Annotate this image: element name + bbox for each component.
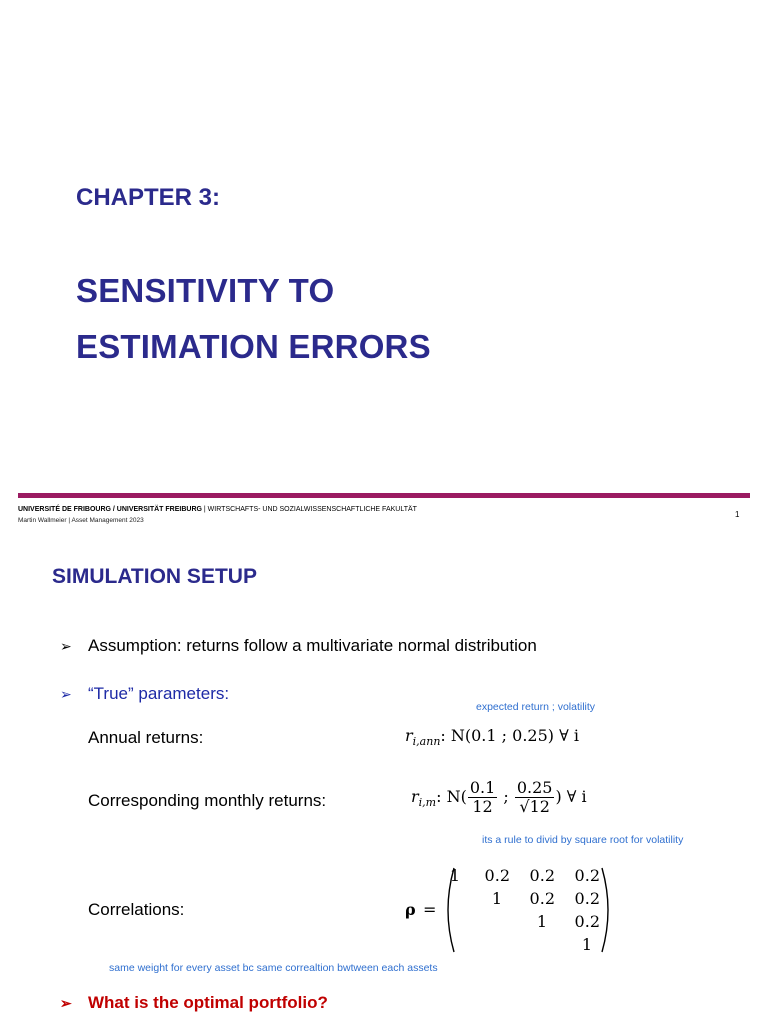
fraction-vol-numerator: 0.25 [516, 778, 553, 797]
matrix-cell: 0.2 [529, 889, 555, 908]
fraction-mean-denominator: 12 [472, 797, 493, 816]
correlations-label: Correlations: [88, 900, 185, 919]
matrix-cell: 1 [581, 935, 592, 954]
right-paren [602, 868, 608, 952]
matrix-cell: 1 [491, 889, 502, 908]
annual-returns-label: Annual returns: [88, 728, 204, 747]
rho-symbol: ρ [405, 900, 416, 919]
monthly-returns-formula [411, 779, 587, 816]
monthly-prefix: : N( [436, 787, 467, 806]
chapter-title-line1: SENSITIVITY TO [76, 272, 335, 309]
matrix-cell: 0.2 [484, 866, 510, 885]
chapter-title-line2: ESTIMATION ERRORS [76, 328, 431, 365]
annual-returns-formula [405, 726, 579, 748]
matrix-cell: 0.2 [529, 866, 555, 885]
monthly-sub: i,m [418, 796, 437, 810]
annotation-divide-rule: its a rule to divid by square root for volatility [482, 834, 684, 846]
page-number: 1 [735, 510, 740, 519]
footer-university: UNIVERSITÉ DE FRIBOURG / UNIVERSITÄT FREIBURG [18, 506, 202, 513]
bullet-icon: ➢ [60, 995, 72, 1011]
matrix-cell: 0.2 [574, 889, 600, 908]
monthly-returns-label: Corresponding monthly returns: [88, 791, 327, 810]
monthly-var: r [411, 787, 419, 806]
chapter-heading: CHAPTER 3: [76, 184, 221, 211]
footer-faculty: | WIRTSCHAFTS- UND SOZIALWISSENSCHAFTLICHE FAKULTÄT [203, 506, 417, 513]
correlation-matrix [449, 866, 602, 958]
annotation-expected-return: expected return ; volatility [476, 701, 596, 713]
annual-sub: i,ann [412, 735, 441, 749]
annotation-same-weight: same weight for every asset bc same correaltion bwtween each assets [109, 962, 438, 974]
matrix-cell: 0.2 [574, 912, 600, 931]
annual-var: r [405, 726, 413, 745]
matrix-cell: 1 [536, 912, 547, 931]
footer-institution [18, 506, 417, 513]
bullet-icon: ➢ [60, 686, 72, 702]
matrix-cell: 1 [449, 866, 460, 885]
section-title: SIMULATION SETUP [52, 565, 257, 588]
equals-sign: = [423, 900, 437, 919]
fraction-mean [468, 779, 497, 816]
footer-author: Martin Wallmeier | Asset Management 2023 [18, 517, 144, 524]
monthly-sep: ; [498, 787, 514, 806]
fraction-mean-numerator: 0.1 [469, 778, 496, 797]
footer-divider [18, 493, 750, 498]
matrix-cell: 0.2 [574, 866, 600, 885]
bullet-icon: ➢ [60, 638, 72, 654]
fraction-vol-denominator: √12 [519, 797, 550, 816]
monthly-suffix: ) ∀ i [555, 787, 587, 806]
bullet-true-parameters: “True” parameters: [88, 684, 230, 703]
bullet-question: What is the optimal portfolio? [88, 993, 328, 1012]
annual-dist: : N(0.1 ; 0.25) ∀ i [440, 726, 579, 745]
fraction-volatility [515, 779, 555, 816]
bullet-assumption: Assumption: returns follow a multivariate normal distribution [88, 636, 537, 655]
